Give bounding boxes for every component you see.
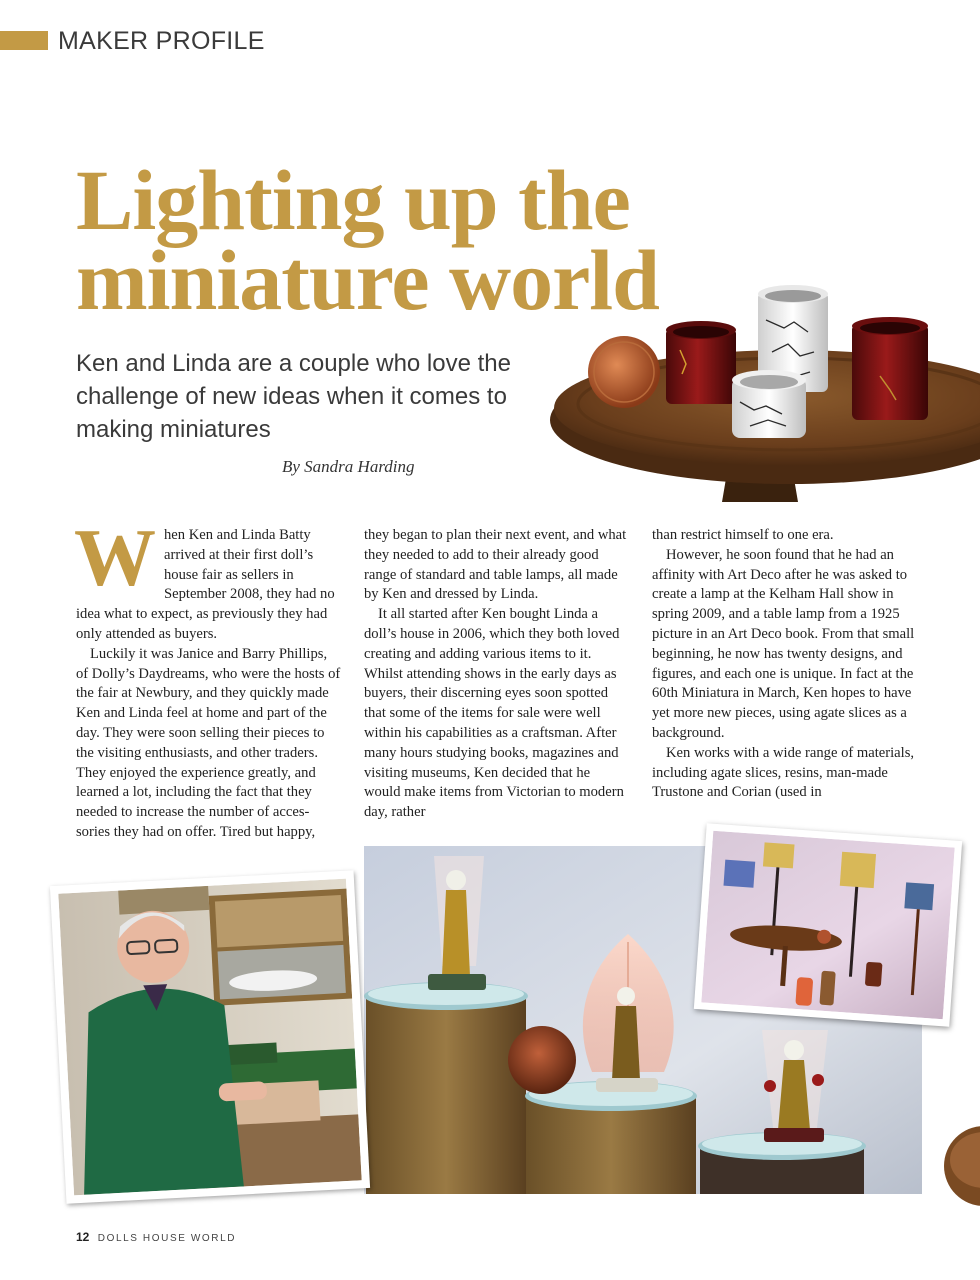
article-paragraph: When Ken and Linda Batty arrived at their first doll’s house fair as sellers in September 2008, they had no idea what to expect, as previously they had only attended as buyers. — [74, 512, 335, 642]
article-paragraph: Ken works with a wide range of materials, including agate slices, resins, man-made Trustone and Corian (used in — [652, 744, 915, 801]
drop-cap: W — [74, 512, 156, 603]
photo-edge-fragment — [924, 1100, 980, 1230]
article-paragraph: they began to plan their next event, and what they needed to add to their already good range of standard and table lamps, all made by Ken and dressed by Linda. — [364, 527, 627, 603]
red-cup-right — [852, 324, 928, 420]
photo-ken-at-lathe — [50, 870, 370, 1203]
magazine-name: DOLLS HOUSE WORLD — [97, 1233, 237, 1244]
byline: By Sandra Harding — [282, 457, 415, 476]
article-headline — [76, 152, 756, 328]
headline-line-2: miniature world — [76, 232, 660, 328]
article-paragraph: It all started after Ken bought Linda a doll’s house in 2006, which they both loved creating and adding various items to it. Whilst attending shows in the early days as buyers, their discerning eyes soon spotted that some of the items for sale were well within his capabilities as a craftsman. After many hours studying books, magazines and visiting museums, Ken decided that he would make items from Victorian to modern day, rather — [364, 606, 624, 821]
headline-line-1: Lighting up the — [76, 152, 630, 248]
penny-coin — [508, 1026, 576, 1094]
section-label: MAKER PROFILE — [58, 27, 265, 55]
section-accent-bar — [0, 31, 48, 50]
red-cup-left — [666, 328, 736, 404]
page-number: 12 — [76, 1230, 90, 1244]
article-paragraph: Luckily it was Janice and Barry Phillips, of Dolly’s Daydreams, who were the hosts of the fair at Newbury, and they quickly made Ken and Linda feel at home and part of the day. They were soon selling their pieces to the visiting enthusiasts, and other traders. They enjoyed the experience greatly, and learned a lot, including the fact that they needed to increase the number of acces-sories they had on offer. Tired but happy, — [76, 645, 341, 840]
page-footer — [76, 1230, 236, 1244]
photo-lamps-and-furniture — [694, 823, 962, 1026]
article-column-1 — [74, 512, 342, 843]
article-column-2 — [364, 526, 630, 823]
article-standfirst: Ken and Linda are a couple who love the challenge of new ideas when it comes to making miniatures — [76, 350, 511, 443]
penny-coin — [588, 336, 660, 408]
article-paragraph: However, he soon found that he had an affinity with Art Deco after he was asked to create a lamp at the Kelham Hall show in spring 2009, and a table lamp from a 1925 picture in an Art Deco book. From that small beginning, he now has twenty designs, and figures, and each one is unique. In fact at the 60th Miniatura in March, Ken hopes to have yet more new pieces, using agate slices as a background. — [652, 546, 915, 741]
article-paragraph: than restrict himself to one era. — [652, 527, 834, 543]
article-column-3 — [652, 526, 918, 803]
